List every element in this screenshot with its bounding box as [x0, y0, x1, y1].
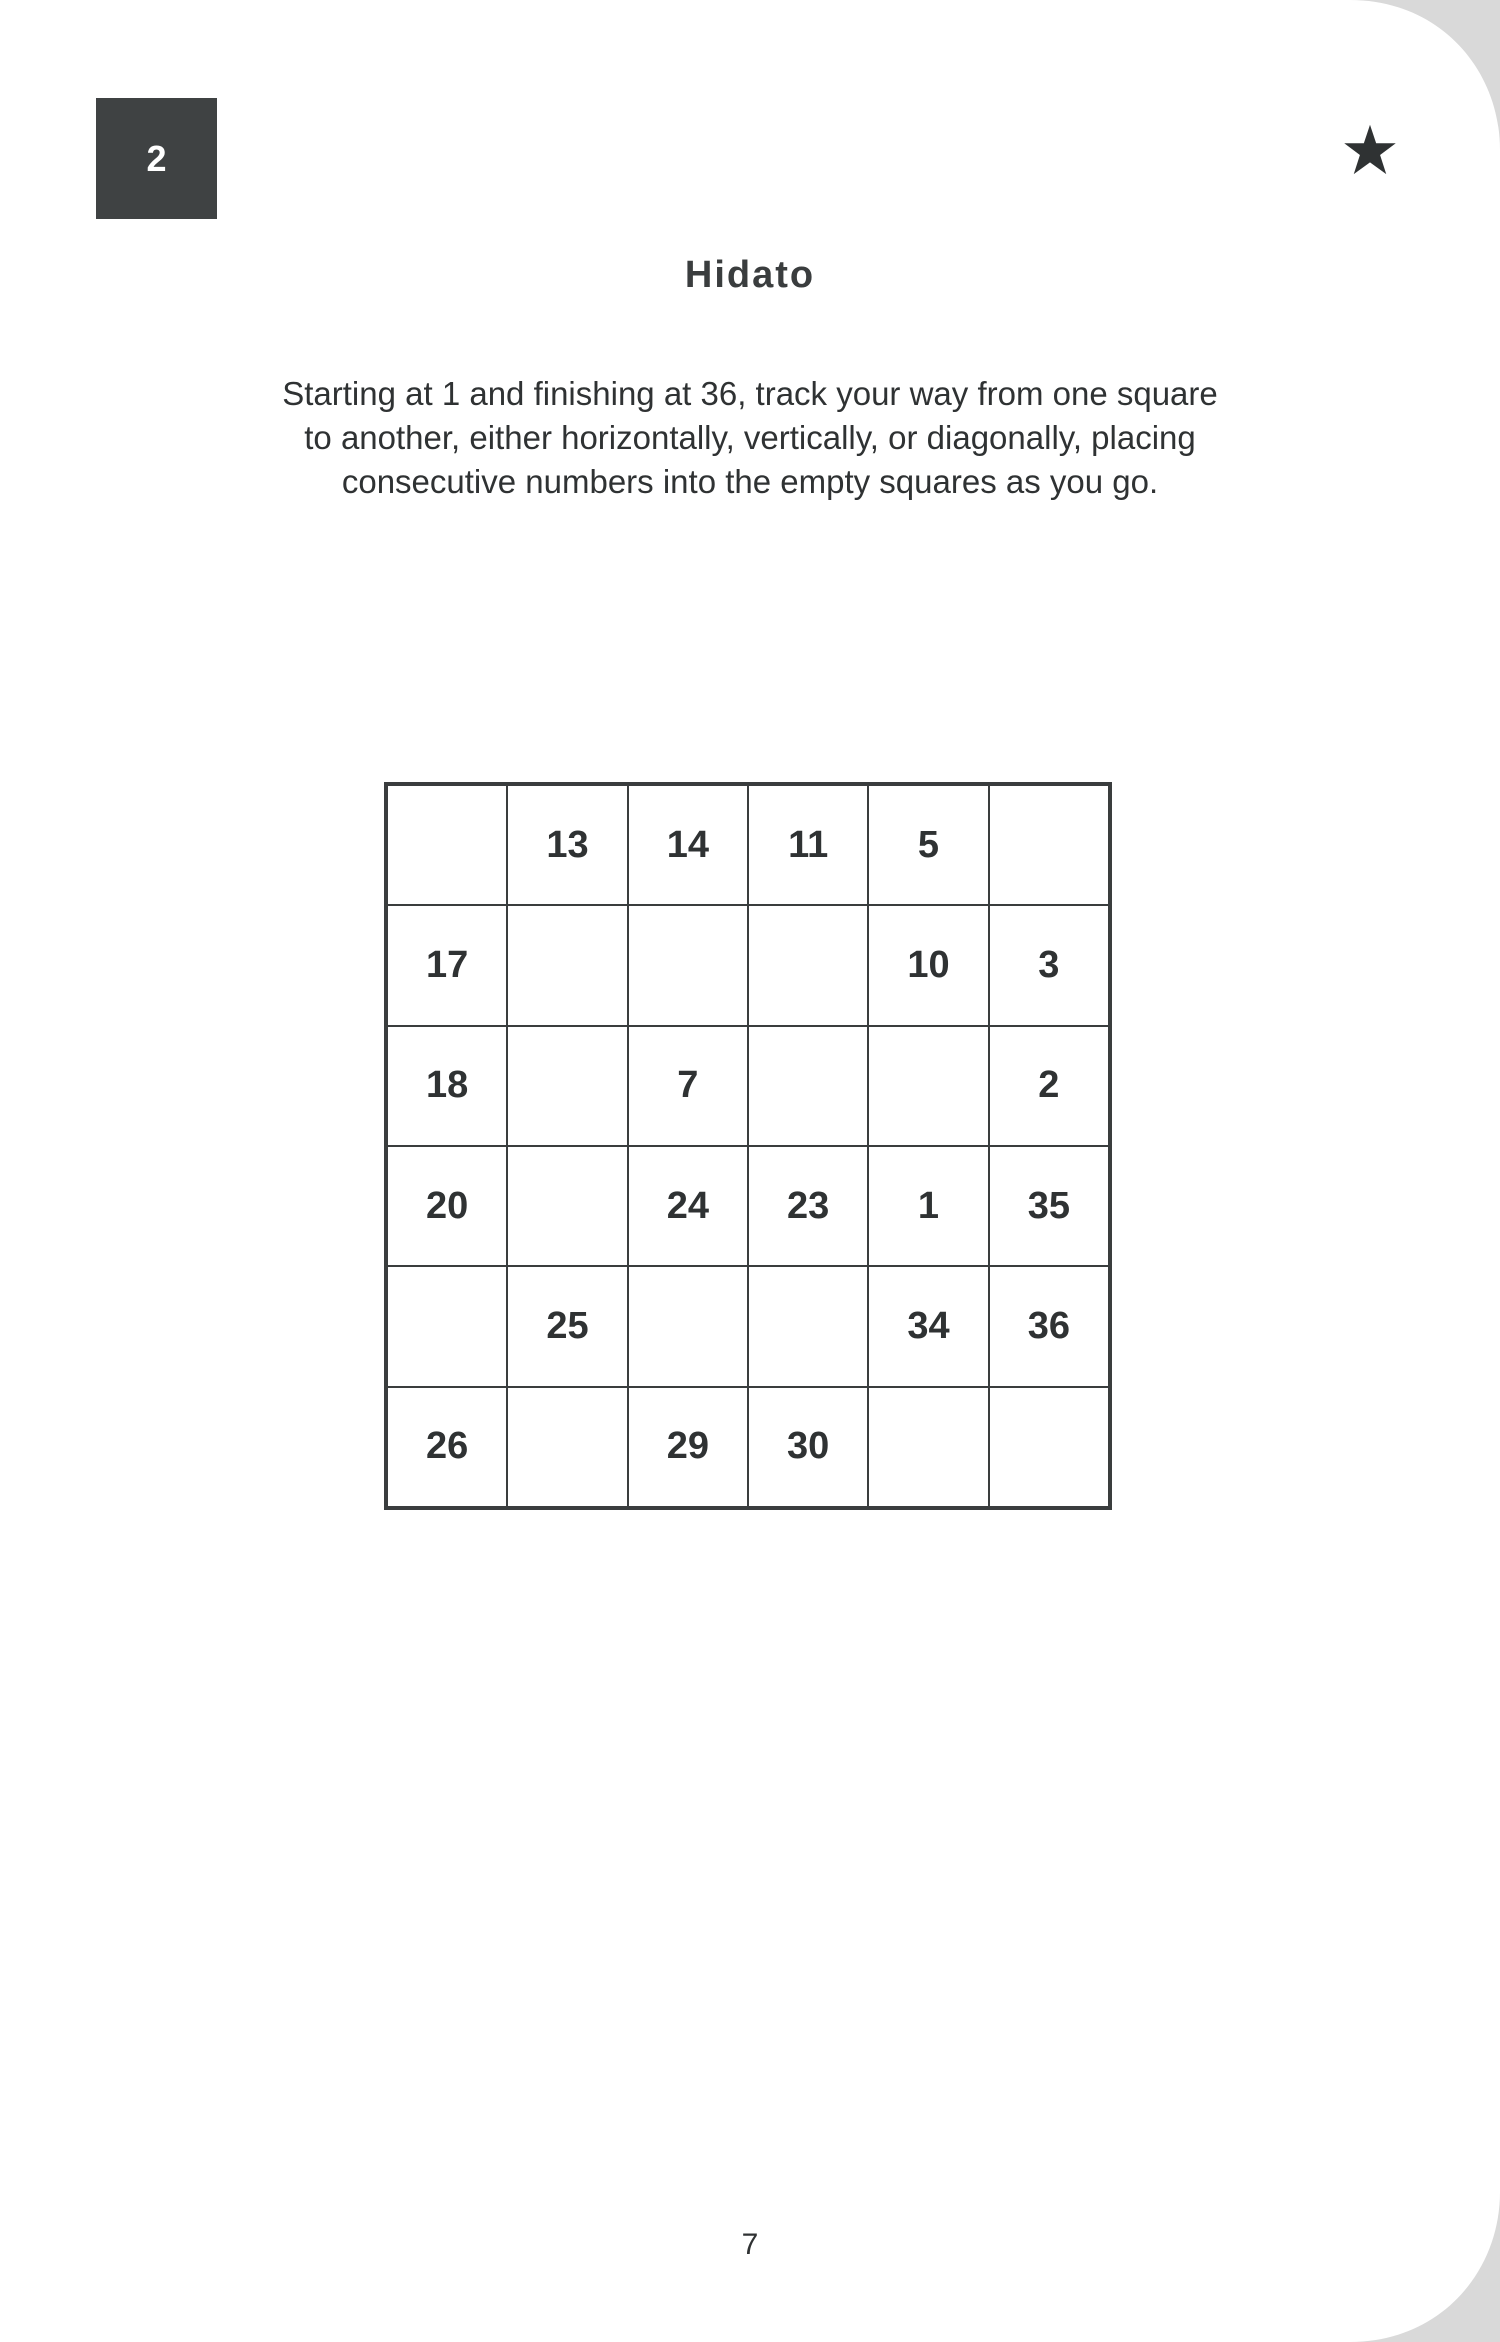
grid-cell-given: 34	[868, 1266, 988, 1386]
grid-cell-empty[interactable]	[748, 905, 868, 1025]
grid-cell-given: 7	[628, 1026, 748, 1146]
grid-cell-empty[interactable]	[507, 1026, 627, 1146]
grid-cell-given: 14	[628, 785, 748, 905]
grid-cell-given: 10	[868, 905, 988, 1025]
grid-cell-empty[interactable]	[507, 905, 627, 1025]
page-number: 7	[741, 2228, 759, 2261]
instructions-line: consecutive numbers into the empty squares as you go.	[341, 463, 1159, 500]
grid-cell-given: 13	[507, 785, 627, 905]
page-title: Hidato	[684, 254, 816, 296]
instructions-text	[200, 372, 1300, 504]
grid-cell-empty[interactable]	[507, 1387, 627, 1507]
grid-cell-given: 3	[989, 905, 1109, 1025]
grid-cell-given: 23	[748, 1146, 868, 1266]
grid-cell-empty[interactable]	[507, 1146, 627, 1266]
grid-cell-given: 24	[628, 1146, 748, 1266]
grid-cell-given: 25	[507, 1266, 627, 1386]
grid-cell-given: 26	[387, 1387, 507, 1507]
grid-cell-empty[interactable]	[868, 1026, 988, 1146]
grid-cell-given: 5	[868, 785, 988, 905]
grid-cell-given: 35	[989, 1146, 1109, 1266]
grid-cell-empty[interactable]	[387, 1266, 507, 1386]
grid-cell-empty[interactable]	[628, 905, 748, 1025]
grid-cell-empty[interactable]	[387, 785, 507, 905]
grid-cell-empty[interactable]	[989, 785, 1109, 905]
puzzle-number-badge: 2	[96, 98, 217, 219]
grid-cell-given: 17	[387, 905, 507, 1025]
grid-cell-given: 36	[989, 1266, 1109, 1386]
grid-cell-given: 11	[748, 785, 868, 905]
grid-cell-empty[interactable]	[628, 1266, 748, 1386]
instructions-line: to another, either horizontally, vertically, or diagonally, placing	[304, 419, 1196, 456]
grid-cell-empty[interactable]	[748, 1266, 868, 1386]
instructions-line: Starting at 1 and finishing at 36, track your way from one square	[282, 375, 1218, 412]
grid-cell-empty[interactable]	[868, 1387, 988, 1507]
grid-cell-given: 2	[989, 1026, 1109, 1146]
grid-cell-given: 20	[387, 1146, 507, 1266]
grid-cell-empty[interactable]	[989, 1387, 1109, 1507]
grid-cell-given: 18	[387, 1026, 507, 1146]
grid-cell-given: 1	[868, 1146, 988, 1266]
grid-cell-empty[interactable]	[748, 1026, 868, 1146]
grid-cell-given: 30	[748, 1387, 868, 1507]
grid-cell-given: 29	[628, 1387, 748, 1507]
hidato-grid	[384, 782, 1112, 1510]
star-icon	[1342, 122, 1398, 178]
